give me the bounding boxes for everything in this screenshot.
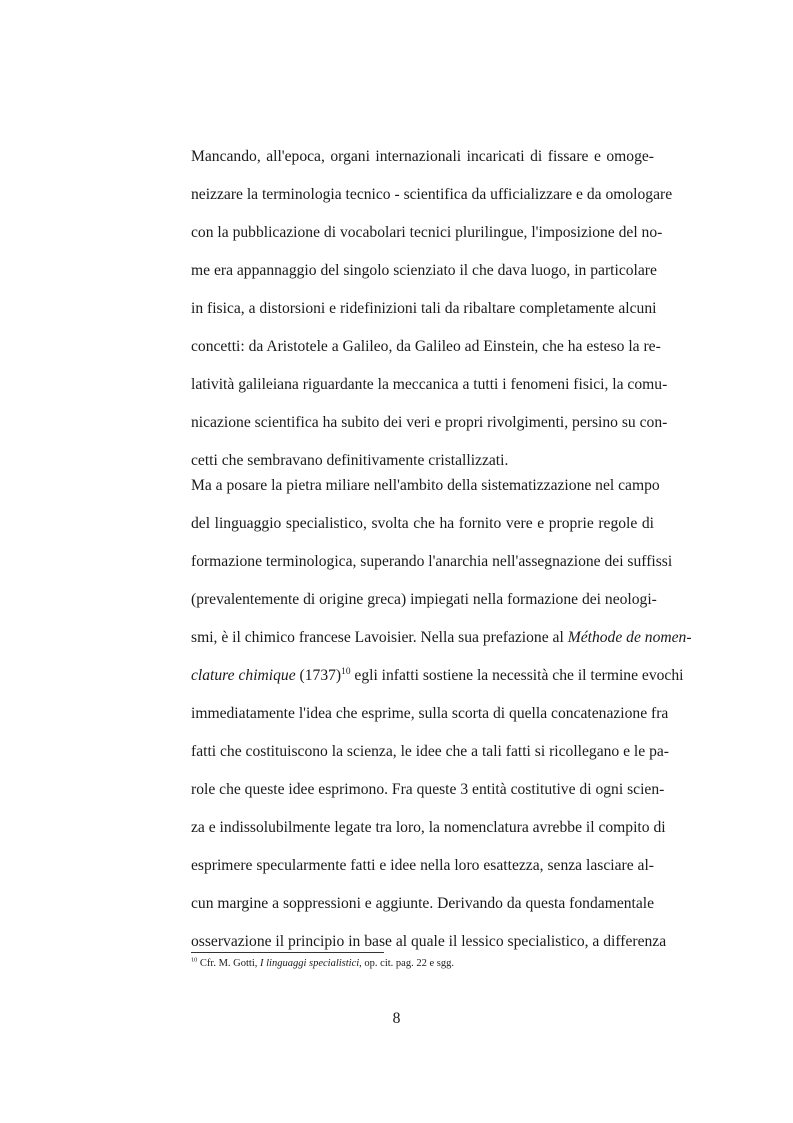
paragraph-2-line: formazione terminologica, superando l'anarchia nell'assegnazione dei suffissi: [191, 553, 673, 570]
paragraph-1-line: cetti che sembravano definitivamente cristallizzati.: [191, 452, 509, 469]
footnote-reference[interactable]: 10: [341, 666, 351, 677]
paragraph-2-line: [191, 628, 692, 647]
paragraph-2-line: (prevalentemente di origine greca) impiegati nella formazione dei neologi-: [191, 591, 657, 608]
paragraph-2-line: [191, 666, 684, 685]
paragraph-2-text: egli infatti sostiene la necessità che il termine evochi: [350, 667, 684, 684]
paragraph-2: [191, 476, 692, 951]
paragraph-2-line: esprimere specularmente fatti e idee nella loro esattezza, senza lasciare al-: [191, 857, 654, 874]
paragraph-2-line: immediatamente l'idea che esprime, sulla scorta di quella concatenazione fra: [191, 705, 669, 722]
paragraph-1-line: in fisica, a distorsioni e ridefinizioni tali da ribaltare completamente alcuni: [191, 300, 657, 317]
paragraph-2-line: fatti che costituiscono la scienza, le idee che a tali fatti si ricollegano e le pa-: [191, 743, 670, 760]
paragraph-2-line: role che queste idee esprimono. Fra queste 3 entità costitutive di ogni scien-: [191, 781, 665, 798]
paragraph-2-text: smi, è il chimico francese Lavoisier. Nella sua prefazione al: [191, 629, 568, 646]
paragraph-2-text: (1737): [295, 667, 342, 684]
book-title-italic: Méthode de nomen-: [567, 629, 692, 646]
book-title-italic: clature chimique: [191, 667, 296, 684]
paragraph-2-line: osservazione il principio in base al quale il lessico specialistico, a differenza: [191, 933, 667, 950]
paragraph-1-line: con la pubblicazione di vocabolari tecnici plurilingue, l'imposizione del no-: [191, 224, 663, 241]
footnote-title-italic: I linguaggi specialistici: [260, 958, 360, 969]
paragraph-1-line: nicazione scientifica ha subito dei veri e propri rivolgimenti, persino su con-: [191, 414, 668, 431]
paragraph-2-line: del linguaggio specialistico, svolta che ha fornito vere e proprie regole di: [191, 515, 654, 532]
paragraph-2-line: Ma a posare la pietra miliare nell'ambito della sistematizzazione nel campo: [191, 477, 660, 494]
paragraph-1-line: concetti: da Aristotele a Galileo, da Galileo ad Einstein, che ha esteso la re-: [191, 338, 661, 355]
paragraph-1-line: neizzare la terminologia tecnico - scientifica da ufficializzare e da omologare: [191, 186, 673, 203]
paragraph-1: [191, 147, 673, 470]
paragraph-1-line: latività galileiana riguardante la meccanica a tutti i fenomeni fisici, la comu-: [191, 376, 668, 393]
footnote: [191, 958, 454, 969]
footnote-separator: [191, 952, 384, 953]
footnote-number: 10: [191, 956, 198, 964]
paragraph-1-line: me era appannaggio del singolo scienziato il che dava luogo, in particolare: [191, 262, 657, 279]
paragraph-1-line: Mancando, all'epoca, organi internazionali incaricati di fissare e omoge-: [191, 148, 654, 165]
paragraph-2-line: za e indissolubilmente legate tra loro, la nomenclatura avrebbe il compito di: [191, 819, 666, 836]
footnote-text: , op. cit. pag. 22 e sgg.: [359, 958, 454, 969]
paragraph-2-line: cun margine a soppressioni e aggiunte. Derivando da questa fondamentale: [191, 895, 655, 912]
page-number: 8: [392, 1010, 401, 1027]
footnote-text: Cfr. M. Gotti,: [197, 958, 261, 969]
